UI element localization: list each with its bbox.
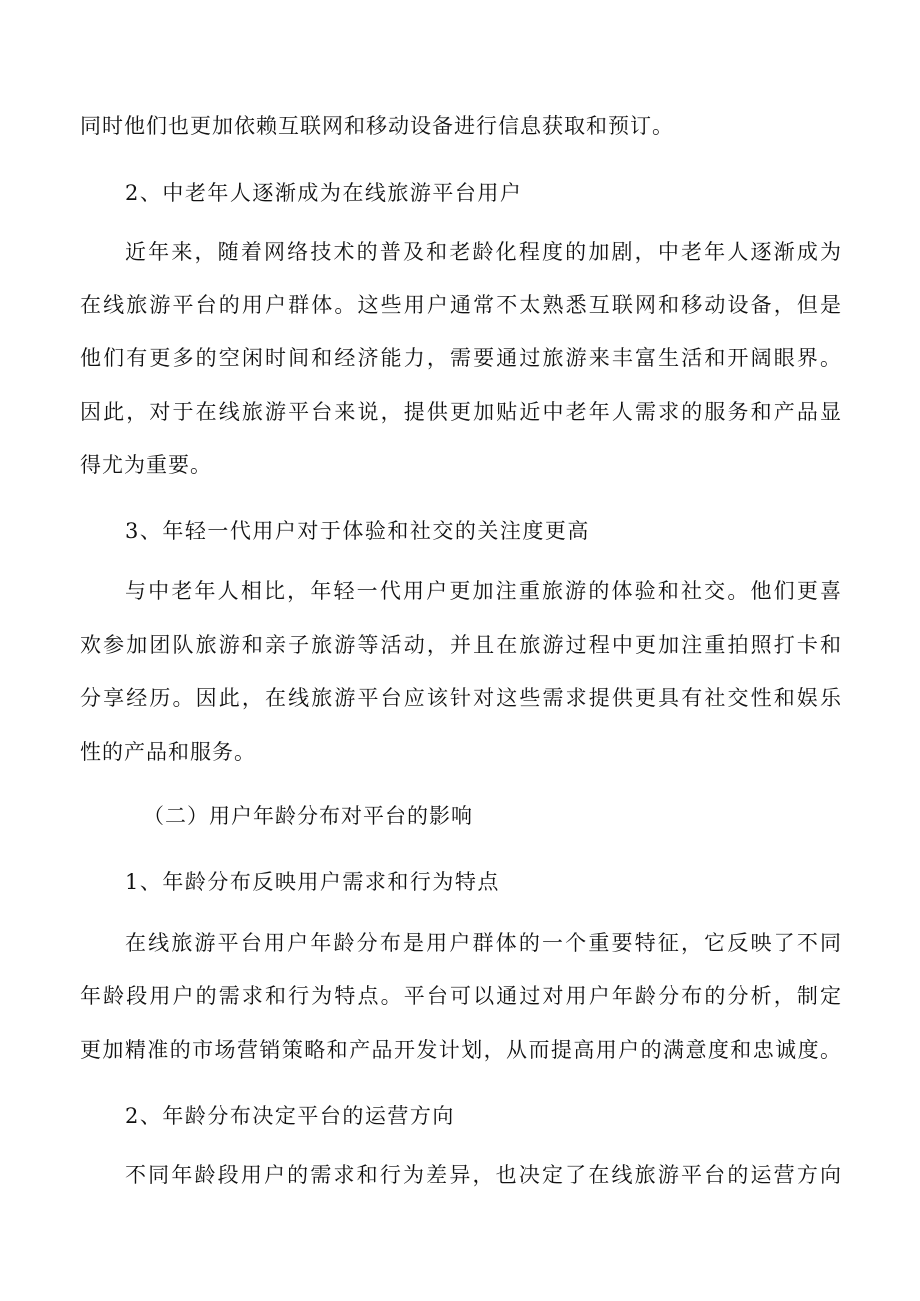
paragraph-line: 与中老年人相比，年轻一代用户更加注重旅游的体验和社交。他们更喜 (125, 579, 842, 603)
paragraph-line: 近年来，随着网络技术的普及和老龄化程度的加剧，中老年人逐渐成为 (125, 240, 842, 264)
paragraph-line: 在线旅游平台的用户群体。这些用户通常不太熟悉互联网和移动设备，但是 (80, 293, 842, 317)
subheading-young-users: 3、年轻一代用户对于体验和社交的关注度更高 (125, 519, 590, 543)
subheading-age-distribution-needs: 1、年龄分布反映用户需求和行为特点 (125, 870, 500, 894)
paragraph-line: 性的产品和服务。 (80, 740, 256, 764)
paragraph-line: 同时他们也更加依赖互联网和移动设备进行信息获取和预订。 (80, 114, 674, 138)
paragraph-line: 更加精准的市场营销策略和产品开发计划，从而提高用户的满意度和忠诚度。 (80, 1038, 842, 1062)
subheading-older-users: 2、中老年人逐渐成为在线旅游平台用户 (125, 181, 523, 205)
subheading-operation-direction: 2、年龄分布决定平台的运营方向 (125, 1104, 455, 1128)
section-title: （二）用户年龄分布对平台的影响 (143, 804, 473, 828)
paragraph-line: 他们有更多的空闲时间和经济能力，需要通过旅游来丰富生活和开阔眼界。 (80, 346, 842, 370)
paragraph-line: 年龄段用户的需求和行为特点。平台可以通过对用户年龄分布的分析，制定 (80, 984, 842, 1008)
paragraph-line: 欢参加团队旅游和亲子旅游等活动，并且在旅游过程中更加注重拍照打卡和 (80, 633, 842, 657)
paragraph-line: 因此，对于在线旅游平台来说，提供更加贴近中老年人需求的服务和产品显 (80, 400, 842, 424)
paragraph-line: 在线旅游平台用户年龄分布是用户群体的一个重要特征，它反映了不同 (125, 931, 842, 955)
paragraph-line: 得尤为重要。 (80, 453, 212, 477)
paragraph-line: 分享经历。因此，在线旅游平台应该针对这些需求提供更具有社交性和娱乐 (80, 686, 842, 710)
paragraph-line: 不同年龄段用户的需求和行为差异，也决定了在线旅游平台的运营方向 (125, 1163, 842, 1187)
